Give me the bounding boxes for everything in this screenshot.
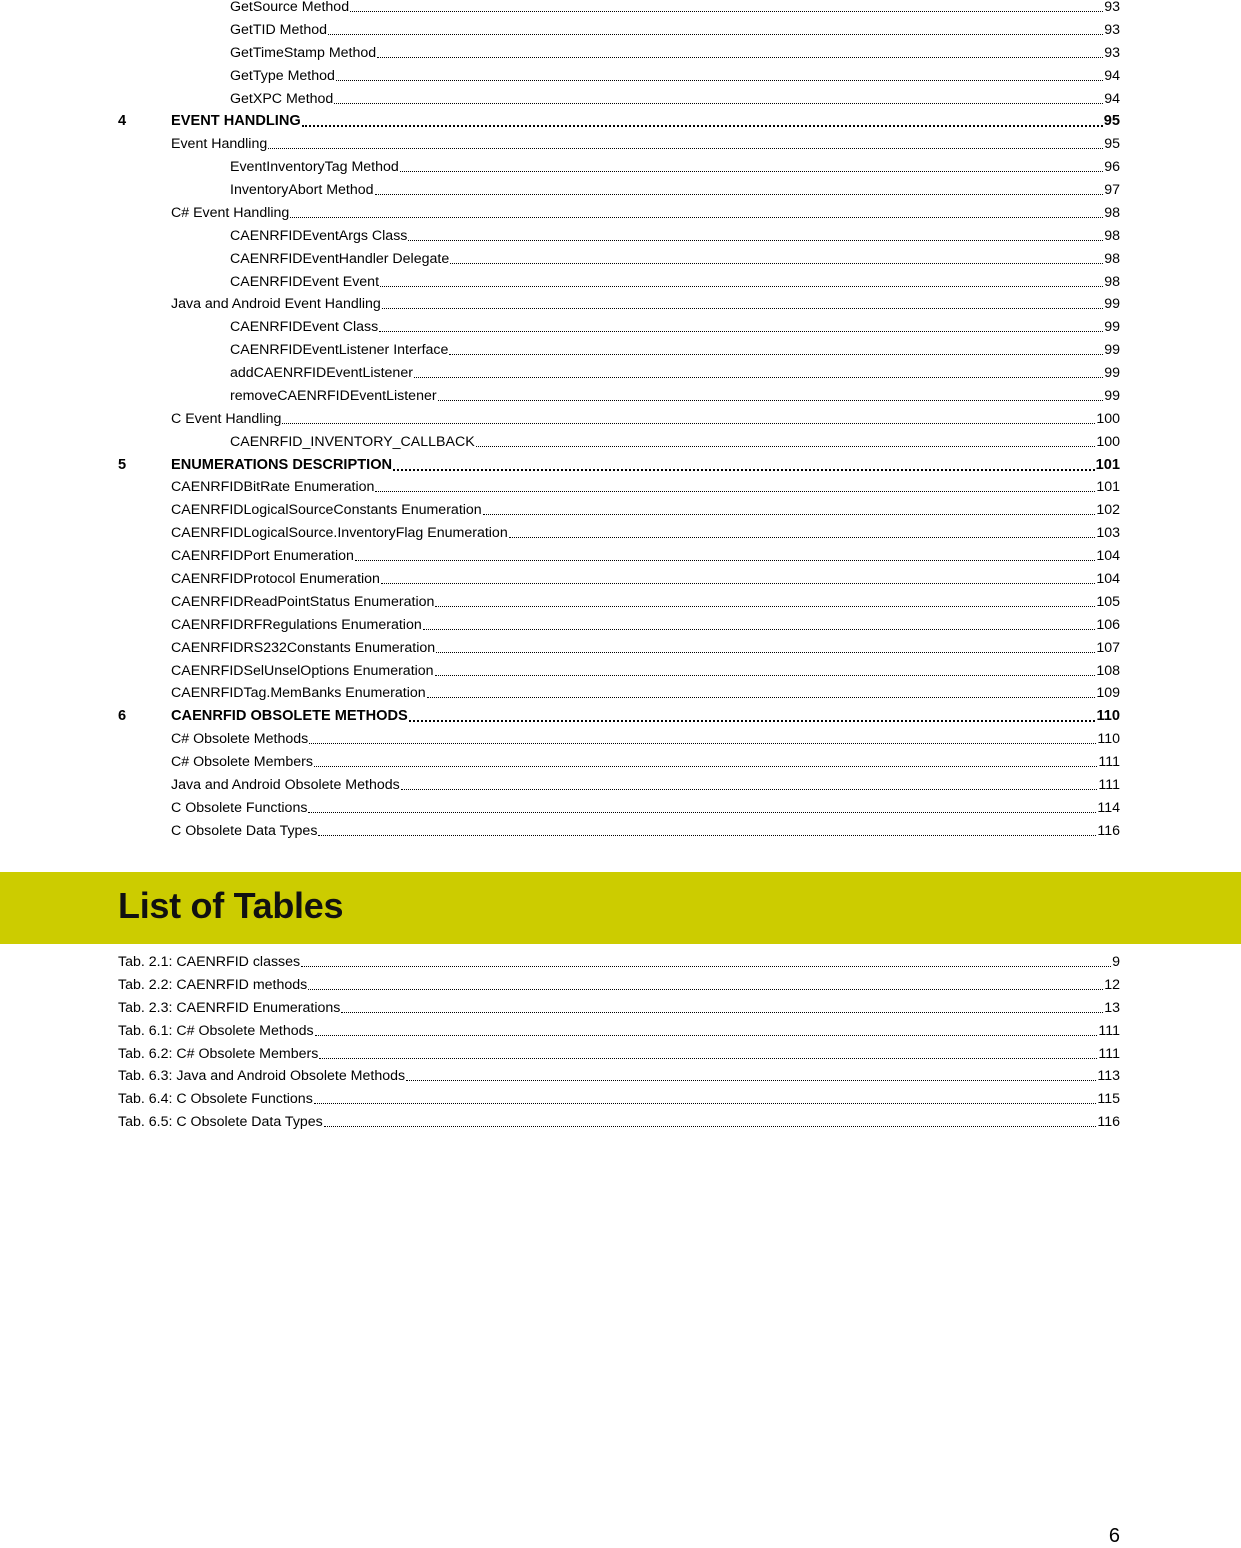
toc-entry-page: 99 [1104,365,1120,382]
toc-entry-page: 101 [1095,456,1120,473]
toc-entry-title: GetTimeStamp Method [230,44,377,61]
table-list-entry[interactable] [118,1111,1120,1134]
table-list-page: 115 [1097,1091,1120,1108]
toc-entry[interactable] [230,156,1120,179]
dot-leader [449,339,1103,355]
toc-entry[interactable] [230,385,1120,408]
dot-leader [379,316,1103,332]
toc-entry-page: 106 [1096,616,1120,633]
dot-leader [334,88,1103,104]
dot-leader [375,179,1104,195]
toc-entry-page: 104 [1096,548,1120,565]
toc-entry-title: EVENT HANDLING [171,113,301,130]
dot-leader [308,797,1096,813]
dot-leader [435,591,1095,607]
toc-entry-title: CAENRFIDLogicalSourceConstants Enumeration [171,502,482,519]
toc-entry-title: CAENRFIDEvent Class [230,319,379,336]
toc-entry-page: 95 [1104,136,1120,153]
toc-entry[interactable] [230,248,1120,271]
toc-entry[interactable] [230,179,1120,202]
dot-leader [314,751,1097,767]
toc-entry[interactable] [171,293,1120,316]
toc-entry-page: 93 [1104,0,1120,15]
toc-entry[interactable] [171,133,1120,156]
toc-entry-title: CAENRFIDReadPointStatus Enumeration [171,593,435,610]
dot-leader [315,1020,1098,1036]
table-list-title: Tab. 2.3: CAENRFID Enumerations [118,999,341,1016]
table-list-title: Tab. 6.3: Java and Android Obsolete Methods [118,1068,406,1085]
dot-leader [381,568,1095,584]
toc-entry[interactable] [171,797,1120,820]
toc-entry-page: 100 [1096,410,1120,427]
toc-entry[interactable] [171,637,1120,660]
toc-entry-title: addCAENRFIDEventListener [230,365,413,382]
toc-entry-page: 93 [1104,21,1120,38]
toc-entry-title: C Obsolete Data Types [171,822,318,839]
table-list-title: Tab. 2.1: CAENRFID classes [118,954,301,970]
toc-entry-page: 98 [1104,204,1120,221]
toc-entry-page: 104 [1096,571,1120,587]
toc-entry-title: C# Obsolete Members [171,754,313,771]
toc-entry-page: 99 [1104,319,1120,336]
toc-entry-page: 97 [1104,182,1120,199]
dot-leader [438,385,1104,401]
dot-leader [301,951,1111,967]
toc-entry-title: Java and Android Event Handling [171,296,381,313]
toc-entry-title: C# Obsolete Methods [171,731,309,748]
toc-entry-page: 109 [1096,685,1120,702]
dot-leader [290,202,1103,218]
toc-entry-page: 100 [1096,433,1120,450]
dot-leader [509,522,1096,538]
toc-entry[interactable] [171,522,1120,545]
toc-entry-title: ENUMERATIONS DESCRIPTION [171,456,393,473]
dot-leader [341,997,1103,1013]
table-list-page: 116 [1097,1114,1120,1131]
table-list-title: Tab. 6.2: C# Obsolete Members [118,1045,319,1062]
toc-entry-page: 108 [1096,662,1120,679]
toc-entry-title: CAENRFIDEventArgs Class [230,227,408,244]
dot-leader [406,1065,1096,1081]
toc-chapter-entry[interactable] [118,454,1120,477]
toc-entry[interactable] [171,660,1120,683]
dot-leader [382,293,1103,309]
dot-leader [380,271,1103,287]
dot-leader [324,1111,1097,1127]
page-number: 6 [1108,1525,1120,1547]
toc-entry-page: 102 [1096,502,1120,519]
toc-chapter-number: 5 [118,456,127,473]
toc-entry-title: CAENRFIDEvent Event [230,273,380,290]
toc-entry[interactable] [230,316,1120,339]
toc-entry[interactable] [230,431,1120,454]
toc-entry-title: removeCAENRFIDEventListener [230,387,437,404]
toc-entry[interactable] [171,682,1120,705]
table-list-title: Tab. 6.5: C Obsolete Data Types [118,1114,323,1131]
toc-entry[interactable] [230,65,1120,88]
toc-entry[interactable] [230,271,1120,294]
dot-leader [476,431,1096,447]
table-list-page: 111 [1098,1045,1120,1062]
toc-entry[interactable] [230,225,1120,248]
toc-entry-title: CAENRFIDLogicalSource.InventoryFlag Enumeration [171,525,508,542]
dot-leader [436,637,1095,653]
toc-entry[interactable] [171,476,1120,499]
dot-leader [401,774,1098,790]
toc-entry-page: 110 [1097,731,1120,748]
toc-entry[interactable] [171,774,1120,797]
toc-entry-page: 103 [1096,525,1120,542]
toc-entry-page: 98 [1104,273,1120,290]
toc-entry[interactable] [171,614,1120,637]
toc-entry-title: C Event Handling [171,410,282,427]
dot-leader [268,133,1103,149]
dot-leader [483,499,1096,515]
table-list-entry[interactable] [118,997,1120,1020]
dot-leader [414,362,1103,378]
dot-leader [318,820,1096,836]
table-list-entry[interactable] [118,1065,1120,1088]
toc-entry[interactable] [171,545,1120,568]
toc-chapter-entry[interactable] [118,110,1120,133]
toc-entry-title: GetSource Method [230,0,350,15]
toc-entry-page: 94 [1104,90,1120,107]
toc-entry-page: 98 [1104,250,1120,267]
toc-entry-title: CAENRFIDEventHandler Delegate [230,250,450,267]
dot-leader [328,19,1103,35]
toc-entry-page: 94 [1104,67,1120,84]
dot-leader [336,65,1103,81]
dot-leader [282,408,1095,424]
toc-entry-title: CAENRFIDRS232Constants Enumeration [171,639,436,656]
dot-leader [450,248,1103,264]
toc-entry[interactable] [230,19,1120,42]
toc-entry[interactable] [171,820,1120,843]
dot-leader [319,1043,1097,1059]
toc-entry-title: CAENRFIDTag.MemBanks Enumeration [171,685,426,702]
toc-entry-title: CAENRFIDPort Enumeration [171,548,354,565]
dot-leader [435,660,1096,676]
toc-entry-title: Event Handling [171,136,268,153]
dot-leader [308,974,1103,990]
toc-entry-title: C Obsolete Functions [171,799,308,816]
toc-entry-page: 96 [1104,159,1120,176]
toc-entry[interactable] [230,362,1120,385]
toc-entry-title: CAENRFIDSelUnselOptions Enumeration [171,662,434,679]
list-of-tables-heading: List of Tables [118,885,344,926]
table-list-title: Tab. 6.1: C# Obsolete Methods [118,1022,314,1039]
dot-leader [408,225,1103,241]
toc-entry-title: GetTID Method [230,21,327,38]
dot-leader [427,682,1096,698]
toc-entry-page: 95 [1103,113,1120,130]
toc-entry[interactable] [171,591,1120,614]
toc-chapter-entry[interactable] [118,705,1120,728]
toc-entry-page: 114 [1097,799,1120,816]
dot-leader [309,728,1096,744]
toc-entry[interactable] [171,751,1120,774]
toc-entry[interactable] [171,499,1120,522]
dot-leader [400,156,1103,172]
table-list-page: 111 [1098,1022,1120,1039]
table-list-page: 12 [1104,976,1120,993]
table-list-page: 9 [1112,954,1120,970]
toc-entry[interactable] [171,408,1120,431]
toc-entry-page: 99 [1104,342,1120,359]
toc-entry-page: 110 [1096,708,1120,725]
toc-entry[interactable] [171,728,1120,751]
toc-entry[interactable] [230,339,1120,362]
toc-entry-title: CAENRFID_INVENTORY_CALLBACK [230,433,475,450]
table-list-entry[interactable] [118,1043,1120,1066]
table-list-title: Tab. 6.4: C Obsolete Functions [118,1091,313,1108]
toc-entry-title: CAENRFIDBitRate Enumeration [171,479,375,496]
toc-entry-page: 111 [1098,754,1120,771]
toc-entry-page: 93 [1104,44,1120,61]
toc-entry-title: CAENRFID OBSOLETE METHODS [171,708,408,725]
toc-entry-title: GetType Method [230,67,335,84]
toc-entry-page: 99 [1104,387,1120,404]
toc-chapter-number: 4 [118,113,127,130]
toc-entry-title: InventoryAbort Method [230,182,374,199]
table-list-entry[interactable] [118,974,1120,997]
toc-entry-page: 111 [1098,776,1120,793]
toc-entry[interactable] [230,42,1120,65]
dot-leader [377,42,1103,58]
toc-entry-page: 99 [1104,296,1120,313]
toc-entry[interactable] [171,568,1120,591]
dot-leader [350,0,1103,12]
table-list-page: 13 [1104,999,1120,1016]
toc-entry-title: C# Event Handling [171,204,290,221]
table-list-entry[interactable] [118,1088,1120,1111]
toc-entry-page: 98 [1104,227,1120,244]
toc-entry-title: CAENRFIDRFRegulations Enumeration [171,616,422,633]
dot-leader [393,454,1095,471]
dot-leader [302,110,1103,127]
table-list-title: Tab. 2.2: CAENRFID methods [118,976,308,993]
table-list-entry[interactable] [118,951,1120,974]
toc-entry-title: CAENRFIDEventListener Interface [230,342,449,359]
toc-entry-title: EventInventoryTag Method [230,159,399,176]
toc-entry-page: 101 [1096,479,1120,496]
dot-leader [423,614,1096,630]
dot-leader [355,545,1095,561]
toc-entry[interactable] [171,202,1120,225]
toc-entry-title: CAENRFIDProtocol Enumeration [171,571,380,587]
dot-leader [409,705,1096,722]
dot-leader [375,476,1095,492]
toc-entry-title: Java and Android Obsolete Methods [171,776,400,793]
list-of-tables-banner [0,872,1241,944]
toc-entry-page: 116 [1097,822,1120,839]
table-list-page: 113 [1097,1068,1120,1085]
toc-entry-title: GetXPC Method [230,90,334,107]
toc-chapter-number: 6 [118,708,127,725]
dot-leader [314,1088,1097,1104]
toc-entry[interactable] [230,88,1120,111]
toc-entry[interactable] [230,0,1120,19]
toc-entry-page: 107 [1096,639,1120,656]
table-list-entry[interactable] [118,1020,1120,1043]
toc-entry-page: 105 [1096,593,1120,610]
